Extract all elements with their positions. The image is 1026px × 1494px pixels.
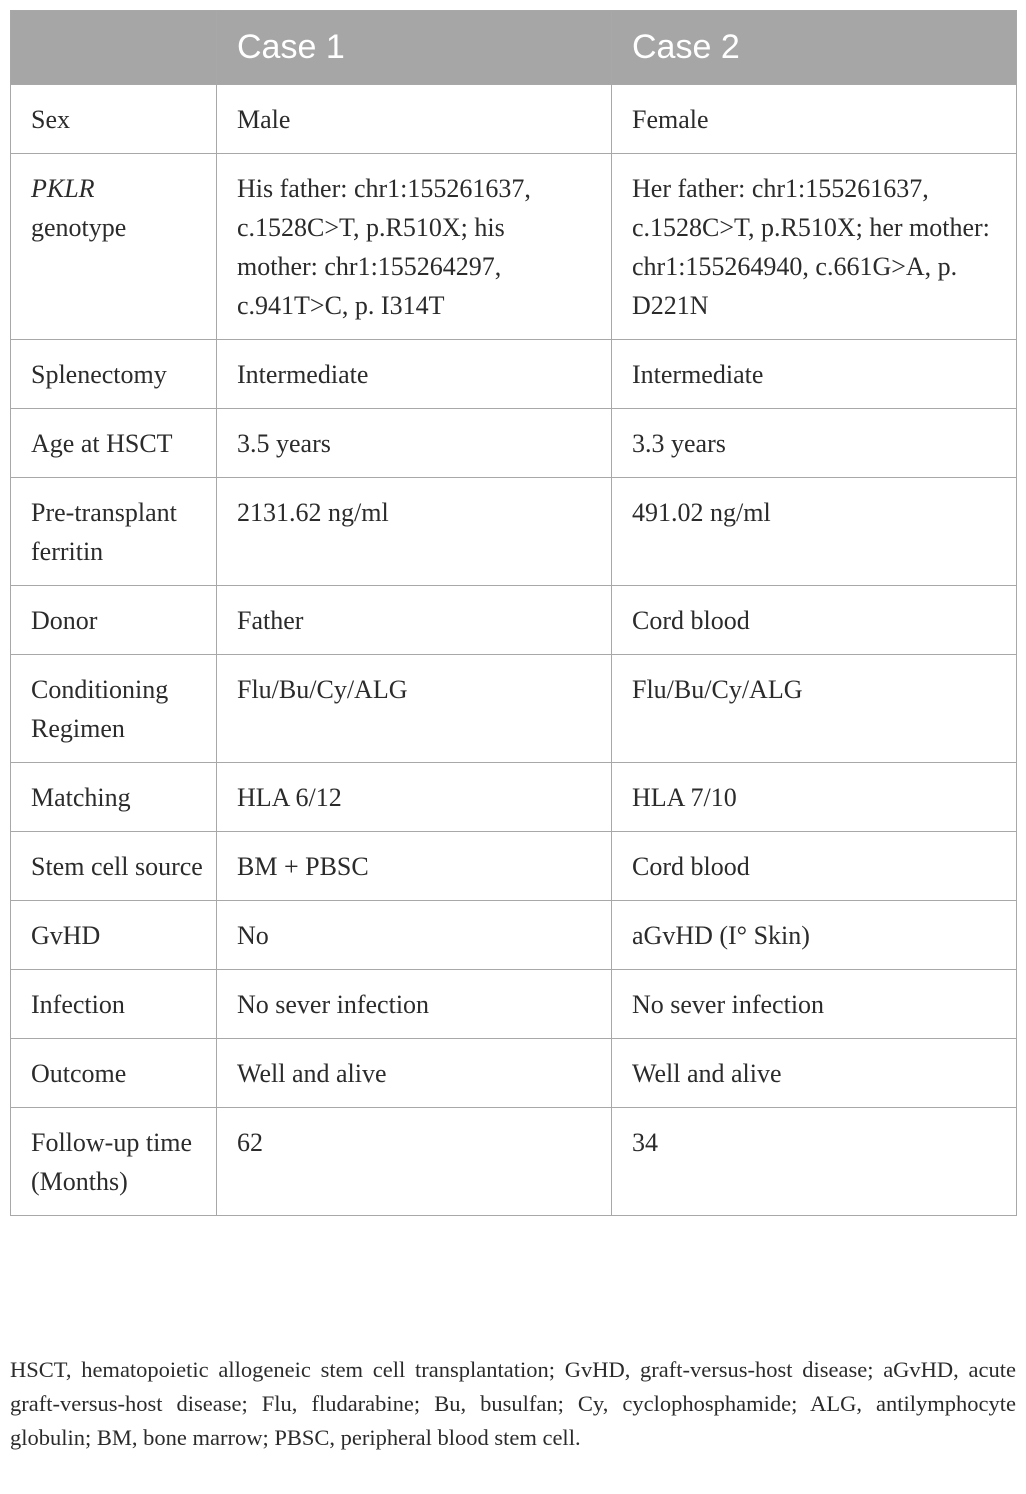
case1-value: HLA 6/12 [217, 763, 612, 832]
row-label: Donor [11, 586, 217, 655]
case2-value: No sever infection [612, 970, 1017, 1039]
case1-value: Well and alive [217, 1039, 612, 1108]
row-label: Follow-up time (Months) [11, 1108, 217, 1216]
header-row [11, 11, 1017, 85]
case2-value: 3.3 years [612, 409, 1017, 478]
case2-value: 34 [612, 1108, 1017, 1216]
case1-value: No sever infection [217, 970, 612, 1039]
row-age-at-hsct [11, 409, 1017, 478]
row-outcome [11, 1039, 1017, 1108]
row-stem-cell-source [11, 832, 1017, 901]
case-comparison-table [10, 10, 1017, 1216]
row-sex [11, 85, 1017, 154]
case1-value: 62 [217, 1108, 612, 1216]
row-label: Outcome [11, 1039, 217, 1108]
row-splenectomy [11, 340, 1017, 409]
case2-value: Her father: chr1:155261637, c.1528C>T, p.R510X; her mother: chr1:155264940, c.661G>A, p. D221N [612, 154, 1017, 340]
header-case-2: Case 2 [612, 11, 1017, 85]
case1-value: No [217, 901, 612, 970]
case1-value: Intermediate [217, 340, 612, 409]
gene-name: PKLR [31, 174, 95, 203]
row-label: Matching [11, 763, 217, 832]
case1-value: His father: chr1:155261637, c.1528C>T, p.R510X; his mother: chr1:155264297, c.941T>C, p. I314T [217, 154, 612, 340]
case2-value: Female [612, 85, 1017, 154]
row-infection [11, 970, 1017, 1039]
case1-value: Flu/Bu/Cy/ALG [217, 655, 612, 763]
row-conditioning-regimen [11, 655, 1017, 763]
row-label: Stem cell source [11, 832, 217, 901]
table-footnote: HSCT, hematopoietic allogeneic stem cell transplantation; GvHD, graft-versus-host disease; aGvHD, acute graft-versus-host disease; Flu, fludarabine; Bu, busulfan; Cy, cyclophosphamide; ALG, antilymphocyte globulin; BM, bone marrow; PBSC, peripheral blood stem cell. [10, 1357, 1016, 1450]
case2-value: HLA 7/10 [612, 763, 1017, 832]
row-matching [11, 763, 1017, 832]
row-pklr-genotype [11, 154, 1017, 340]
case1-value: 2131.62 ng/ml [217, 478, 612, 586]
case1-value: BM + PBSC [217, 832, 612, 901]
row-label [11, 154, 217, 340]
row-label: Pre-transplant ferritin [11, 478, 217, 586]
row-label: GvHD [11, 901, 217, 970]
row-label-rest: genotype [31, 213, 127, 242]
row-label: Splenectomy [11, 340, 217, 409]
case1-value: Male [217, 85, 612, 154]
case1-value: 3.5 years [217, 409, 612, 478]
row-label: Infection [11, 970, 217, 1039]
case2-value: Flu/Bu/Cy/ALG [612, 655, 1017, 763]
case2-value: Cord blood [612, 832, 1017, 901]
case2-value: Well and alive [612, 1039, 1017, 1108]
row-label: Conditioning Regimen [11, 655, 217, 763]
row-gvhd [11, 901, 1017, 970]
case1-value: Father [217, 586, 612, 655]
header-empty [11, 11, 217, 85]
row-label: Age at HSCT [11, 409, 217, 478]
case2-value: Cord blood [612, 586, 1017, 655]
header-case-1: Case 1 [217, 11, 612, 85]
case2-value: aGvHD (I° Skin) [612, 901, 1017, 970]
row-label: Sex [11, 85, 217, 154]
row-follow-up-time [11, 1108, 1017, 1216]
case2-value: 491.02 ng/ml [612, 478, 1017, 586]
case2-value: Intermediate [612, 340, 1017, 409]
row-donor [11, 586, 1017, 655]
row-pre-transplant-ferritin [11, 478, 1017, 586]
